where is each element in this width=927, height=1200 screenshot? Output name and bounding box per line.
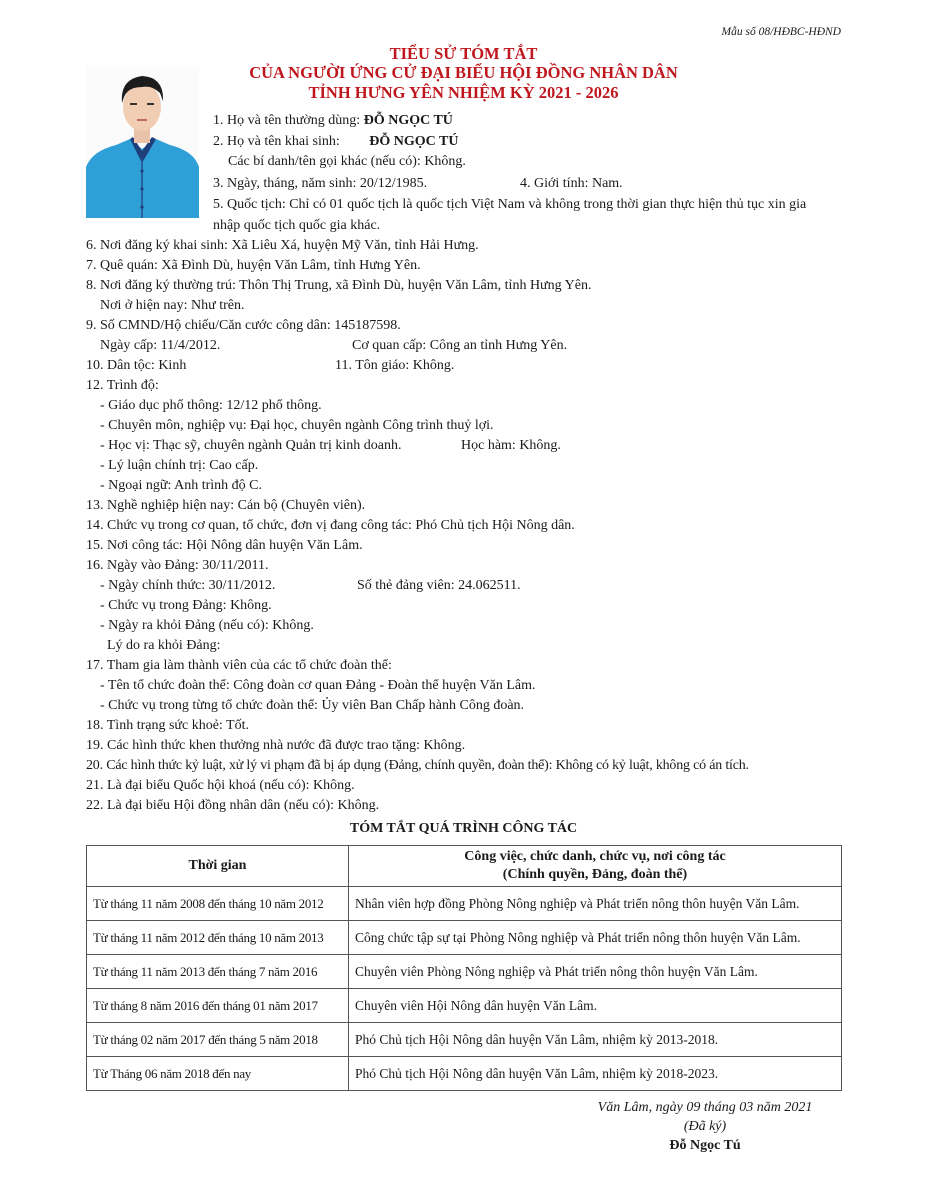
table-row <box>87 1057 842 1091</box>
document-subtitle: CỦA NGƯỜI ỨNG CỬ ĐẠI BIỂU HỘI ĐỒNG NHÂN DÂN <box>249 63 678 82</box>
portrait-image <box>86 67 199 218</box>
field-permanent-address: 8. Nơi đăng ký thường trú: Thôn Thị Trung, xã Đình Dù, huyện Văn Lâm, tỉnh Hưng Yên. <box>86 278 592 293</box>
cell-time: Từ tháng 11 năm 2013 đến tháng 7 năm 2016 <box>87 955 349 989</box>
field-aliases: Các bí danh/tên gọi khác (nếu có): Không. <box>228 154 466 169</box>
field-party-leave-reason: Lý do ra khỏi Đảng: <box>107 638 221 653</box>
document-title: TIỂU SỬ TÓM TẮT <box>389 44 538 63</box>
field-organizations: 17. Tham gia làm thành viên của các tổ chức đoàn thể: <box>86 658 392 673</box>
field-health: 18. Tình trạng sức khoẻ: Tốt. <box>86 718 249 733</box>
field-workplace: 15. Nơi công tác: Hội Nông dân huyện Văn Lâm. <box>86 538 363 553</box>
cell-time: Từ Tháng 06 năm 2018 đến nay <box>87 1057 349 1091</box>
field-birth-date: 3. Ngày, tháng, năm sinh: 20/12/1985. <box>213 176 428 191</box>
cell-time: Từ tháng 8 năm 2016 đến tháng 01 năm 2017 <box>87 989 349 1023</box>
table-header-row <box>87 846 842 887</box>
table-row <box>87 887 842 921</box>
signature-note: (Đã ký) <box>683 1119 727 1134</box>
field-label: 1. Họ và tên thường dùng: <box>213 113 361 128</box>
field-value: ĐỖ NGỌC TÚ <box>369 134 459 149</box>
field-specialty: - Chuyên môn, nghiệp vụ: Đại học, chuyên ngành Công trình thuỷ lợi. <box>100 418 494 433</box>
header-job-line1: Công việc, chức danh, chức vụ, nơi công tác <box>464 849 726 864</box>
field-academic-title: Học hàm: Không. <box>461 438 561 453</box>
field-awards: 19. Các hình thức khen thưởng nhà nước đã được trao tặng: Không. <box>86 738 466 753</box>
cell-job: Công chức tập sự tại Phòng Nông nghiệp và Phát triển nông thôn huyện Văn Lâm. <box>349 921 842 955</box>
cell-job: Phó Chủ tịch Hội Nông dân huyện Văn Lâm, nhiệm kỳ 2013-2018. <box>349 1023 842 1057</box>
field-organization-name: - Tên tổ chức đoàn thể: Công đoàn cơ quan Đảng - Đoàn thể huyện Văn Lâm. <box>100 678 536 693</box>
field-party-leave-date: - Ngày ra khỏi Đảng (nếu có): Không. <box>100 618 314 633</box>
field-id-number: 9. Số CMND/Hộ chiếu/Căn cước công dân: 145187598. <box>86 318 401 333</box>
cell-job: Phó Chủ tịch Hội Nông dân huyện Văn Lâm, nhiệm kỳ 2018-2023. <box>349 1057 842 1091</box>
field-religion: 11. Tôn giáo: Không. <box>335 358 455 373</box>
field-political-theory: - Lý luận chính trị: Cao cấp. <box>100 458 259 473</box>
field-common-name <box>213 111 453 131</box>
field-party-position: - Chức vụ trong Đảng: Không. <box>100 598 272 613</box>
field-gender: 4. Giới tính: Nam. <box>520 176 623 191</box>
cell-job: Chuyên viên Phòng Nông nghiệp và Phát triển nông thôn huyện Văn Lâm. <box>349 955 842 989</box>
field-occupation: 13. Nghề nghiệp hiện nay: Cán bộ (Chuyên viên). <box>86 498 366 513</box>
header-job <box>349 846 842 887</box>
field-position: 14. Chức vụ trong cơ quan, tổ chức, đơn vị đang công tác: Phó Chủ tịch Hội Nông dân. <box>86 518 575 533</box>
field-peoples-council: 22. Là đại biểu Hội đồng nhân dân (nếu có): Không. <box>86 798 380 813</box>
document-term: TỈNH HƯNG YÊN NHIỆM KỲ 2021 - 2026 <box>308 83 619 102</box>
candidate-photo <box>86 67 199 218</box>
field-id-agency: Cơ quan cấp: Công an tỉnh Hưng Yên. <box>352 338 568 353</box>
cell-job: Nhân viên hợp đồng Phòng Nông nghiệp và Phát triển nông thôn huyện Văn Lâm. <box>349 887 842 921</box>
work-history-table <box>86 845 842 1091</box>
field-value: ĐỖ NGỌC TÚ <box>363 113 453 128</box>
work-history-title: TÓM TẮT QUÁ TRÌNH CÔNG TÁC <box>349 821 578 836</box>
field-organization-role: - Chức vụ trong từng tổ chức đoàn thể: Ủy viên Ban Chấp hành Công đoàn. <box>100 698 525 713</box>
signature-place-date: Văn Lâm, ngày 09 tháng 03 năm 2021 <box>597 1100 813 1115</box>
field-id-issue-date: Ngày cấp: 11/4/2012. <box>100 338 221 353</box>
cell-time: Từ tháng 11 năm 2008 đến tháng 10 năm 2012 <box>87 887 349 921</box>
table-row <box>87 955 842 989</box>
field-national-assembly: 21. Là đại biểu Quốc hội khoá (nếu có): Không. <box>86 778 355 793</box>
table-row <box>87 921 842 955</box>
field-hometown: 7. Quê quán: Xã Đình Dù, huyện Văn Lâm, tỉnh Hưng Yên. <box>86 258 421 273</box>
field-ethnicity: 10. Dân tộc: Kinh <box>86 358 187 373</box>
field-party-card: Số thẻ đảng viên: 24.062511. <box>357 578 521 593</box>
field-label: 2. Họ và tên khai sinh: <box>213 134 340 149</box>
field-party-official-date: - Ngày chính thức: 30/11/2012. <box>100 578 276 593</box>
cell-job: Chuyên viên Hội Nông dân huyện Văn Lâm. <box>349 989 842 1023</box>
field-current-address: Nơi ở hiện nay: Như trên. <box>100 298 245 313</box>
header-job-line2: (Chính quyền, Đảng, đoàn thể) <box>502 867 688 882</box>
field-nationality: 5. Quốc tịch: Chỉ có 01 quốc tịch là quốc tịch Việt Nam và không trong thời gian thực hiện thủ tục xin gia <box>213 197 807 212</box>
field-foreign-language: - Ngoại ngữ: Anh trình độ C. <box>100 478 262 493</box>
form-number: Mẫu số 08/HĐBC-HĐND <box>721 26 841 38</box>
field-discipline: 20. Các hình thức kỷ luật, xử lý vi phạm đã bị áp dụng (Đảng, chính quyền, đoàn thể): Không có kỷ luật, không có án tích. <box>86 758 749 773</box>
field-birth-name <box>213 132 458 152</box>
header-time: Thời gian <box>87 846 349 887</box>
table-row <box>87 1023 842 1057</box>
cell-time: Từ tháng 02 năm 2017 đến tháng 5 năm 2018 <box>87 1023 349 1057</box>
field-nationality-cont: nhập quốc tịch quốc gia khác. <box>213 218 381 233</box>
field-birth-registration: 6. Nơi đăng ký khai sinh: Xã Liêu Xá, huyện Mỹ Văn, tỉnh Hải Hưng. <box>86 238 479 253</box>
field-party-join-date: 16. Ngày vào Đảng: 30/11/2011. <box>86 558 269 573</box>
cell-time: Từ tháng 11 năm 2012 đến tháng 10 năm 2013 <box>87 921 349 955</box>
signature-name: Đỗ Ngọc Tú <box>669 1138 741 1153</box>
field-general-education: - Giáo dục phổ thông: 12/12 phổ thông. <box>100 398 322 413</box>
field-degree: - Học vị: Thạc sỹ, chuyên ngành Quản trị kinh doanh. <box>100 438 402 453</box>
field-education: 12. Trình độ: <box>86 378 159 393</box>
table-row <box>87 989 842 1023</box>
